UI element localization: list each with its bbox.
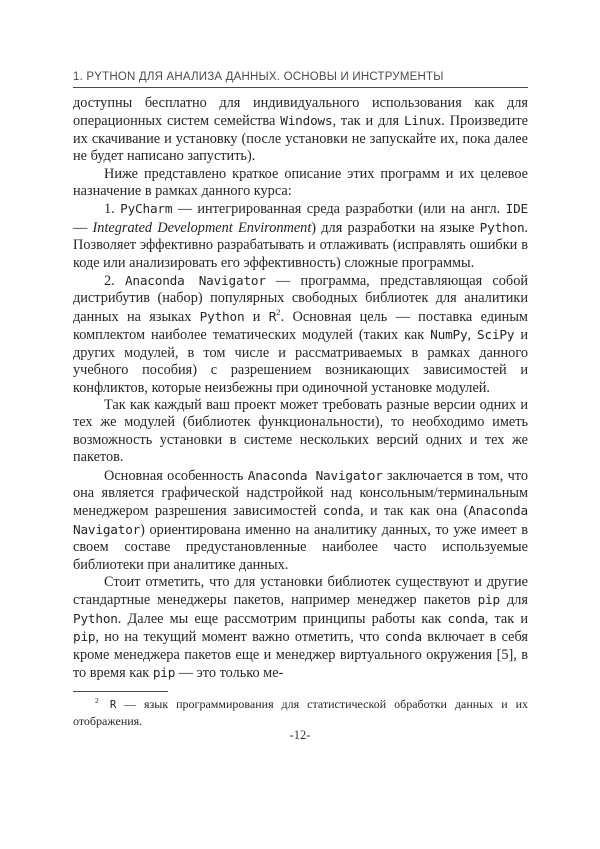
text-segment: . Позволяет эффективно разрабатывать и отлаживать (исправлять ошибки в коде или анализировать его эффективность) сложные программы. — [73, 219, 528, 271]
text-segment: Windows — [280, 113, 333, 129]
text-segment: 1. — [104, 201, 121, 218]
paragraph — [73, 397, 528, 467]
text-segment: , так и — [484, 610, 528, 627]
text-segment: conda — [384, 629, 422, 645]
text-segment: R — [98, 698, 117, 711]
footnote — [73, 691, 528, 729]
text-segment: conda — [322, 503, 361, 519]
text-segment: и других модулей, в том числе и рассматриваемых в рамках данного учебного пособия) с разрешением возникающих зависимостей и конфликтов, которые неизбежны при одиночной установке модулей. — [73, 327, 528, 396]
text-segment: и — [244, 308, 269, 325]
paragraph — [73, 95, 528, 166]
text-segment: Anaconda Navigator — [247, 467, 383, 483]
paragraph — [73, 166, 528, 201]
text-segment: — это только ме- — [175, 665, 284, 681]
text-segment: Anaconda Navigator — [73, 503, 528, 537]
text-segment: — — [73, 219, 93, 236]
footnote-text — [73, 696, 528, 729]
text-segment: pip — [152, 665, 176, 680]
text-segment: ) для разработки на языке — [311, 219, 480, 236]
text-segment: Python — [199, 308, 245, 324]
running-header: 1. PYTHON ДЛЯ АНАЛИЗА ДАННЫХ. ОСНОВЫ И ИНСТРУМЕНТЫ — [73, 71, 528, 88]
text-segment: 2 — [95, 696, 99, 705]
text-segment: Python — [479, 219, 525, 235]
text-segment: IDE — [505, 201, 529, 217]
text-segment: , и так как она ( — [360, 503, 469, 520]
text-segment: NumPy — [430, 327, 468, 343]
text-segment: включает в себя кроме менеджера пакетов еще и менеджер виртуального окружения [5], в то время как — [73, 629, 528, 681]
text-segment: , — [467, 327, 478, 344]
text-segment: , так и для — [332, 113, 404, 130]
text-segment: pip — [477, 592, 500, 608]
footnote-separator-rule — [73, 691, 168, 692]
text-segment: conda — [447, 610, 485, 626]
text-segment: Ниже представлено краткое описание этих программ и их целевое назначение в рамках данного курса: — [73, 165, 528, 200]
paragraph — [73, 467, 528, 574]
paragraph — [73, 574, 528, 682]
text-segment: — программа, представляющая собой дистрибутив (набор) популярных свободных библиотек для аналитики данных на языках — [73, 273, 528, 325]
page-body — [73, 95, 528, 682]
page-number: -12- — [289, 728, 311, 742]
text-segment: заключается в том, что она является графической надстройкой над консольным/терминальным менеджером разрешения зависимостей — [73, 467, 528, 520]
text-segment: для — [499, 592, 529, 609]
paragraph — [73, 272, 528, 397]
text-segment: R — [268, 308, 277, 324]
text-segment: Стоит отметить, что для установки библиотек существуют и другие стандартные менеджеры пакетов, например менеджер пакетов — [73, 573, 528, 609]
text-segment: доступны бесплатно для индивидуального использования как для операционных систем семейства — [73, 95, 528, 130]
text-segment: . Произведите их скачивание и установку (после установки не запускайте их, пока далее не будет написано запустить). — [73, 113, 528, 165]
text-segment: Python — [73, 610, 118, 626]
text-segment: . Основная цель — поставка единым комплектом наиболее тематических модулей (таких как — [73, 308, 528, 344]
text-segment: SciPy — [477, 327, 515, 343]
text-segment: 2. — [104, 273, 125, 290]
text-segment: 2 — [276, 307, 281, 318]
text-segment: — язык программирования для статистической обработки данных и их отображения. — [73, 697, 528, 728]
text-segment: Основная особенность — [104, 467, 248, 484]
text-segment: , но на текущий момент важно отметить, что — [95, 629, 385, 646]
paragraph — [73, 200, 528, 272]
text-segment: ) ориентирована именно на аналитику данных, то уже имеет в своем составе предустановленные наиболее часто используемые библиотеки при аналитике данных. — [73, 521, 528, 573]
text-segment: pip — [73, 629, 96, 645]
text-segment: Linux — [403, 113, 442, 129]
text-segment: Так как каждый ваш проект может требовать разные версии одних и тех же модулей (библиотек функциональности), то необходимо иметь возможность установки в системе нескольких версий одних и тех же пакетов. — [73, 396, 528, 466]
text-segment: PyCharm — [120, 201, 173, 217]
text-segment: . Далее мы еще рассмотрим принципы работы как — [117, 610, 448, 627]
text-segment: Anaconda Navigator — [124, 273, 266, 289]
text-segment: Integrated Development Environment — [92, 219, 312, 236]
text-segment: — интегрированная среда разработки (или на англ. — [172, 201, 506, 218]
